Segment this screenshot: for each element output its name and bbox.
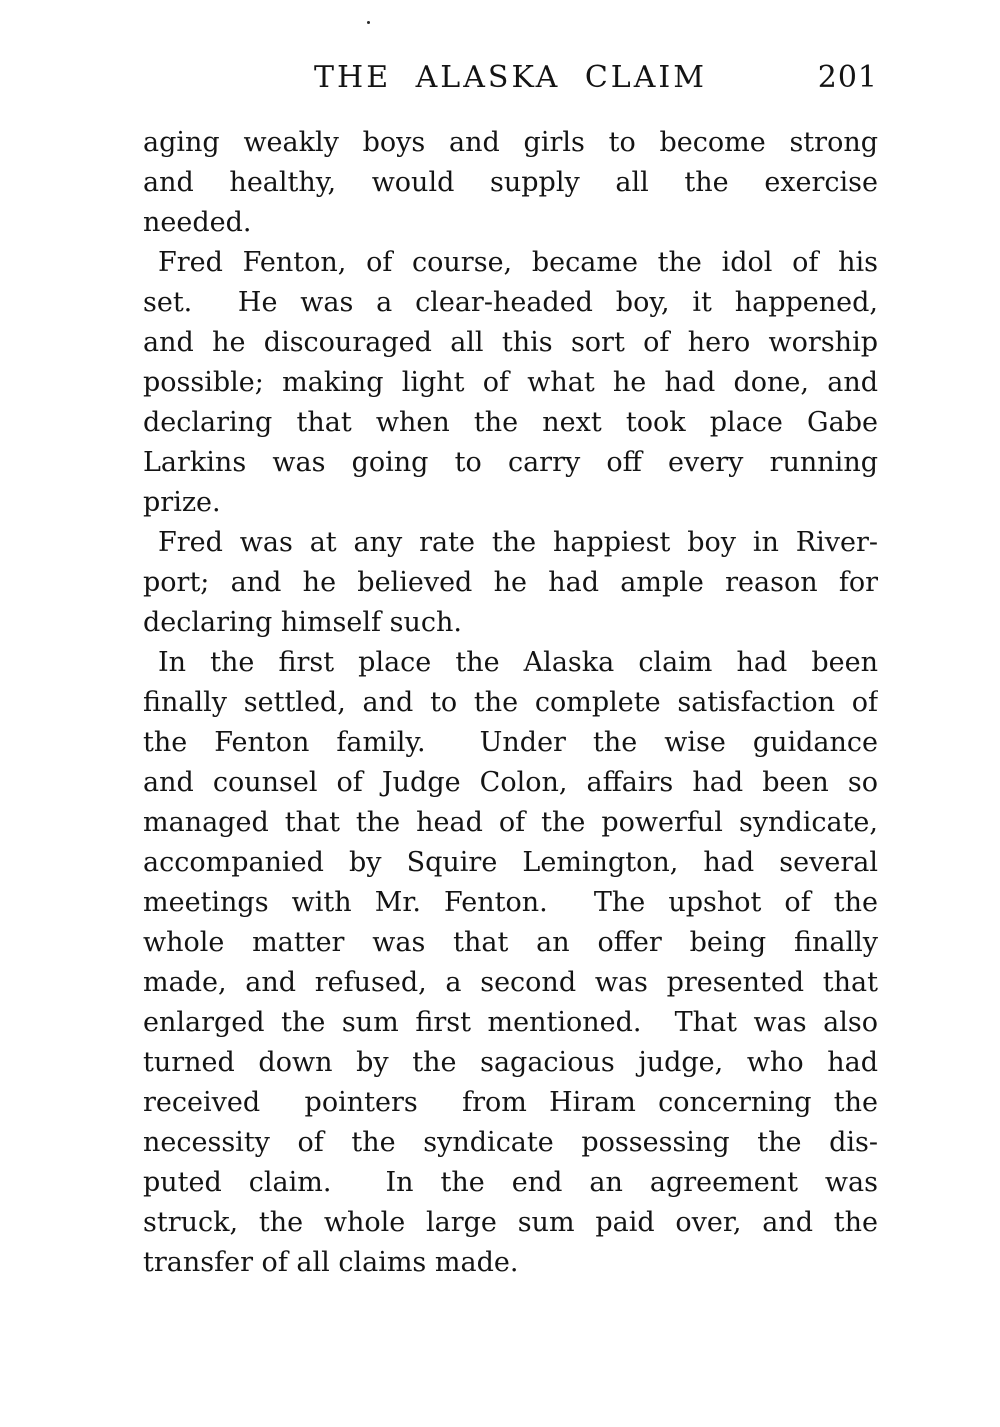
text-line: struck, the whole large sum paid over, and the [143,1207,878,1238]
text-line: port; and he believed he had ample reason for [143,567,878,598]
text-line: made, and refused, a second was presented that [143,967,878,998]
text-line: transfer of all claims made. [143,1247,519,1278]
text-line: In the first place the Alaska claim had been [158,647,878,678]
text-line: turned down by the sagacious judge, who had [143,1047,878,1078]
text-line: accompanied by Squire Lemington, had several [143,847,878,878]
text-line: puted claim. In the end an agreement was [143,1167,878,1198]
text-line: enlarged the sum first mentioned. That was also [143,1007,878,1038]
text-line: and he discouraged all this sort of hero worship [143,327,878,358]
text-line: set. He was a clear-headed boy, it happened, [143,287,878,318]
text-line: needed. [143,207,252,238]
text-line: and healthy, would supply all the exercise [143,167,878,198]
text-line: finally settled, and to the complete satisfaction of [143,687,878,718]
scan-speck [367,21,370,24]
text-line: Larkins was going to carry off every running [143,447,878,478]
page-number: 201 [817,60,878,95]
text-line: and counsel of Judge Colon, affairs had been so [143,767,878,798]
chapter-title: THE ALASKA CLAIM [314,60,707,95]
text-line: necessity of the syndicate possessing the dis- [143,1127,878,1158]
text-line: meetings with Mr. Fenton. The upshot of the [143,887,878,918]
text-line: received pointers from Hiram concerning the [143,1087,878,1118]
page-body [143,123,878,1283]
text-line: Fred Fenton, of course, became the idol of his [158,247,878,278]
text-line: declaring that when the next took place Gabe [143,407,878,438]
text-line: prize. [143,487,221,518]
running-head [143,60,878,96]
text-line: whole matter was that an offer being finally [143,927,878,958]
text-line: the Fenton family. Under the wise guidance [143,727,878,758]
text-line: possible; making light of what he had done, and [143,367,878,398]
text-line: Fred was at any rate the happiest boy in River- [158,527,878,558]
text-line: declaring himself such. [143,607,462,638]
text-line: managed that the head of the powerful syndicate, [143,807,878,838]
text-line: aging weakly boys and girls to become strong [143,127,878,158]
